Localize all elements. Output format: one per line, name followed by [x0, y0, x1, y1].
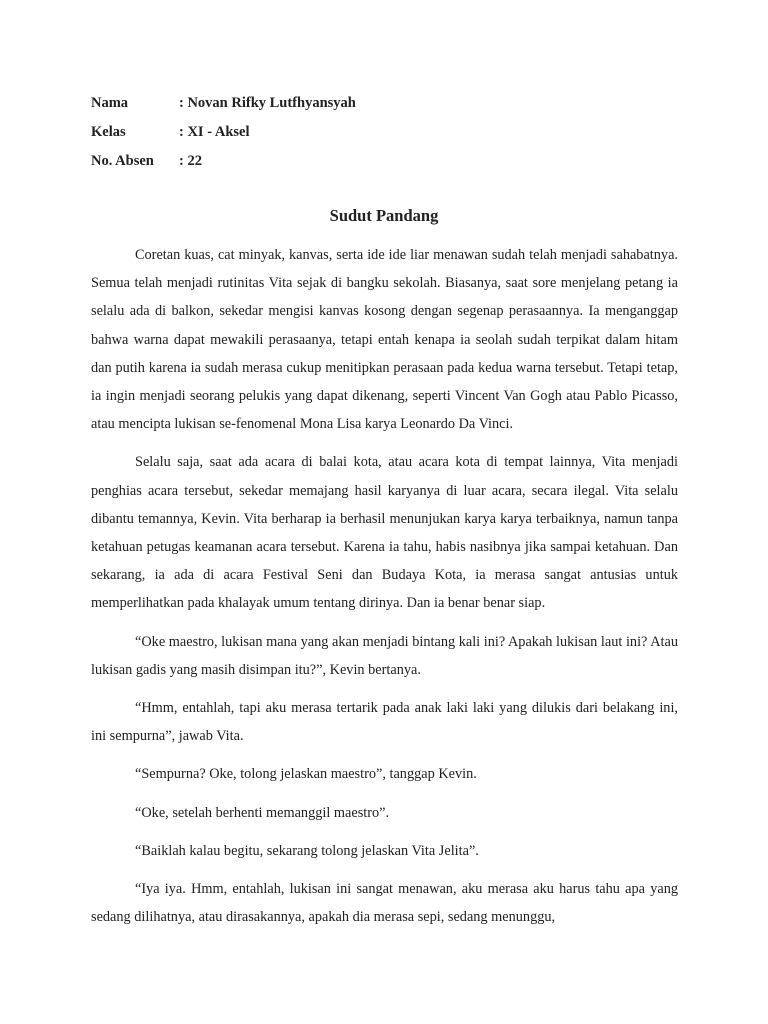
info-row-class: [91, 118, 356, 147]
name-value: : Novan Rifky Lutfhyansyah: [179, 95, 356, 111]
paragraph: “Hmm, entahlah, tapi aku merasa tertarik pada anak laki laki yang dilukis dari belakang ini, ini sempurna”, jawab Vita.: [91, 700, 678, 745]
paragraph: Coretan kuas, cat minyak, kanvas, serta ide ide liar menawan sudah telah menjadi sahabatnya. Semua telah menjadi rutinitas Vita sejak di bangku sekolah. Biasanya, saat sore menjelang petang ia selalu ada di balkon, sekedar mengisi kanvas kosong dengan segenap perasaannya. Ia menganggap bahwa warna dapat mewakili perasaanya, tetapi entah kenapa ia seolah sudah terpikat dalam hitam dan putih karena ia sudah merasa cukup menitipkan perasaan pada kedua warna tersebut. Tetapi tetap, ia ingin menjadi seorang pelukis yang dapat dikenang, seperti Vincent Van Gogh atau Pablo Picasso, atau mencipta lukisan se-fenomenal Mona Lisa karya Leonardo Da Vinci.: [91, 247, 678, 433]
absence-number-value: : 22: [179, 153, 202, 169]
name-label: Nama: [91, 95, 129, 111]
paragraph: “Baiklah kalau begitu, sekarang tolong jelaskan Vita Jelita”.: [135, 842, 479, 859]
story-title: Sudut Pandang: [329, 206, 439, 225]
class-value: : XI - Aksel: [179, 124, 250, 140]
student-info: [91, 89, 356, 176]
absence-number-label: No. Absen: [91, 153, 154, 169]
class-label: Kelas: [91, 124, 126, 140]
paragraph: “Oke maestro, lukisan mana yang akan menjadi bintang kali ini? Apakah lukisan laut ini? Atau lukisan gadis yang masih disimpan itu?”, Kevin bertanya.: [91, 633, 678, 678]
paragraph: “Sempurna? Oke, tolong jelaskan maestro”, tanggap Kevin.: [135, 766, 477, 783]
paragraph: “Oke, setelah berhenti memanggil maestro”.: [135, 804, 390, 821]
paragraph: “Iya iya. Hmm, entahlah, lukisan ini sangat menawan, aku merasa aku harus tahu apa yang sedang dilihatnya, atau dirasakannya, apakah dia merasa sepi, sedang menunggu,: [91, 881, 678, 926]
info-row-name: [91, 89, 356, 118]
info-row-absence-number: [91, 147, 356, 176]
paragraph: Selalu saja, saat ada acara di balai kota, atau acara kota di tempat lainnya, Vita menjadi penghias acara tersebut, sekedar memajang hasil karyanya di luar acara, secara ilegal. Vita selalu dibantu temannya, Kevin. Vita berharap ia berhasil menunjukan karya karya terbaiknya, namun tanpa ketahuan petugas keamanan acara tersebut. Karena ia tahu, habis nasibnya jika sampai ketahuan. Dan sekarang, ia ada di acara Festival Seni dan Budaya Kota, ia merasa sangat antusias untuk memperlihatkan pada khalayak umum tentang dirinya. Dan ia benar benar siap.: [91, 454, 678, 612]
story-body: [91, 241, 678, 941]
